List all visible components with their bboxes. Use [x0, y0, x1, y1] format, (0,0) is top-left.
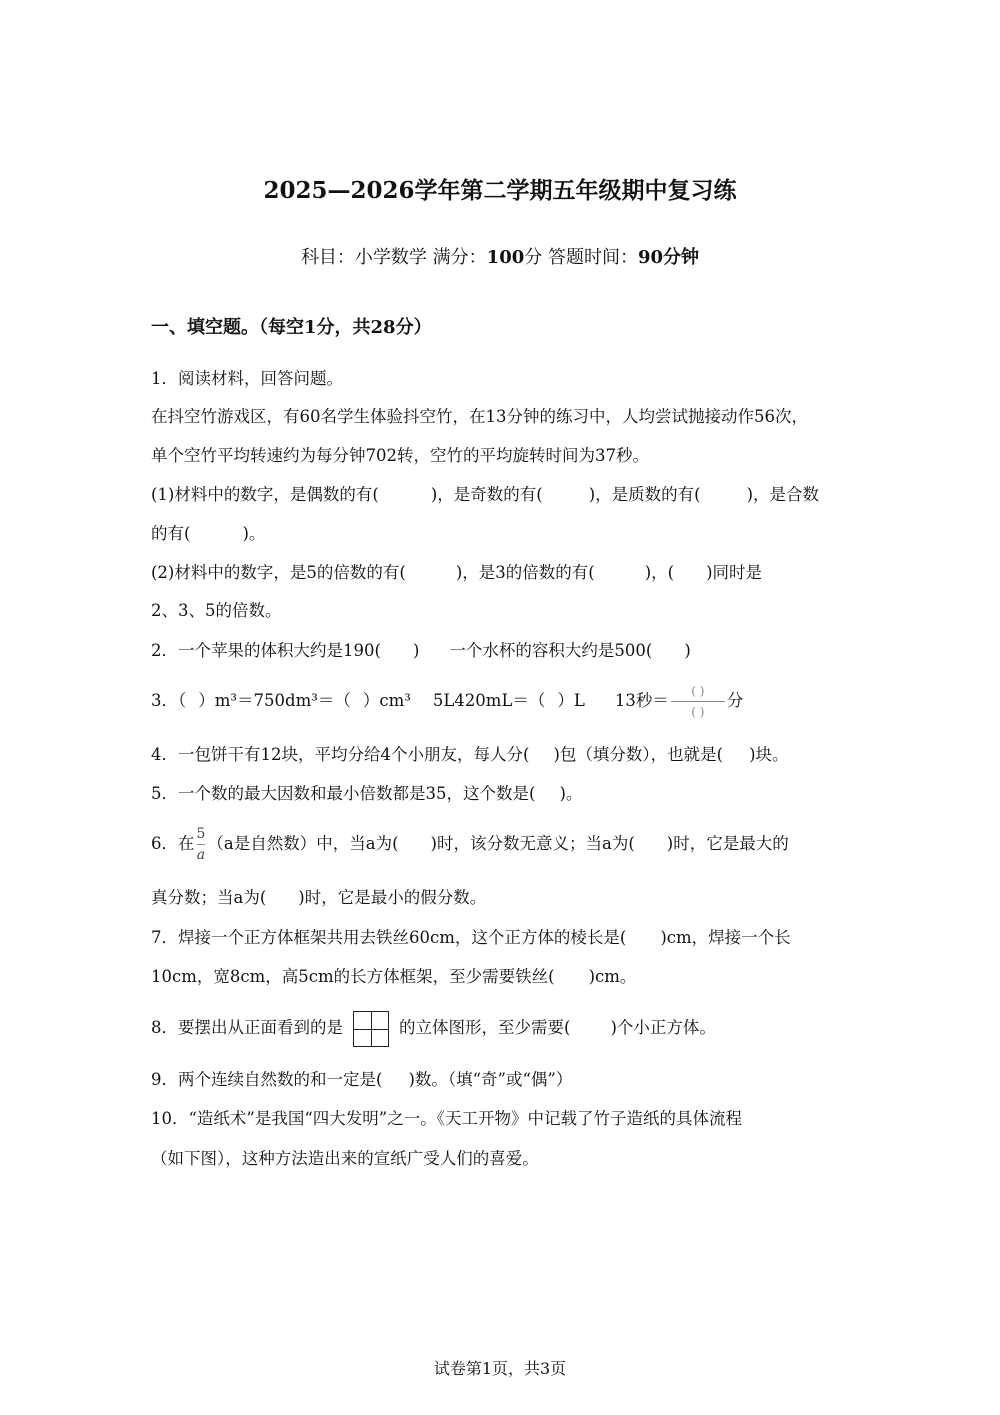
section-heading-fill-blank: 一、填空题。（每空1分，共28分）: [151, 317, 432, 338]
q9-line: 9．两个连续自然数的和一定是( )数。（填“奇”或“偶”）: [151, 1070, 573, 1089]
q5-line: 5．一个数的最大因数和最小倍数都是35，这个数是( )。: [151, 784, 583, 803]
q1-sub1-line-1: (1)材料中的数字，是偶数的有( )，是奇数的有( )，是质数的有( )，是合数: [151, 485, 819, 504]
q7-line-1: 7．焊接一个正方体框架共用去铁丝60cm，这个正方体的棱长是( )cm，焊接一个长: [151, 928, 791, 947]
q1-stem: 1．阅读材料，回答问题。: [151, 369, 343, 388]
q7-line-2: 10cm，宽8cm，高5cm的长方体框架，至少需要铁丝( )cm。: [151, 967, 637, 986]
q3-fraction-blank: $\frac{( )}{( )}$: [671, 681, 725, 722]
q6-fraction-5-over-a: $\frac{5}{a}$: [196, 826, 206, 863]
q1-sub2-line-1: (2)材料中的数字，是5的倍数的有( )，是3的倍数的有( )，( )同时是: [151, 563, 762, 582]
q10-line-2: （如下图），这种方法造出来的宣纸广受人们的喜爱。: [151, 1149, 539, 1168]
q1-sub1-line-2: 的有( )。: [151, 524, 266, 543]
page-footer: 试卷第1页，共3页: [433, 1359, 567, 1378]
exam-info-time-label: 分 答题时间：: [524, 247, 638, 268]
q6-line-1: 6．在 $\frac{5}{a}$ （a是自然数）中，当a为( )时，该分数无意义；当a为( )时，它是最大的: [151, 826, 789, 863]
q2-line: 2．一个苹果的体积大约是190( ) 一个水杯的容积大约是500( ): [151, 641, 691, 660]
q4-line: 4．一包饼干有12块，平均分给4个小朋友，每人分( )包（填分数），也就是( )块。: [151, 745, 789, 764]
q10-line-1: 10．“造纸术”是我国“四大发明”之一。《天工开物》中记载了竹子造纸的具体流程: [151, 1109, 742, 1128]
front-view-grid-icon: [353, 1011, 389, 1047]
q1-material-line-1: 在抖空竹游戏区，有60名学生体验抖空竹，在13分钟的练习中，人均尝试抛接动作56次，: [151, 407, 808, 426]
exam-info-score: 100: [486, 247, 525, 268]
q8-line: 8．要摆出从正面看到的是 的立体图形，至少需要( )个小正方体。: [151, 1007, 716, 1049]
q1-sub2-line-2: 2、3、5的倍数。: [151, 601, 282, 620]
exam-info-time: 90分钟: [637, 247, 700, 268]
q1-material-line-2: 单个空竹平均转速约为每分钟702转，空竹的平均旋转时间为37秒。: [151, 446, 649, 465]
exam-info-subject: 科目：小学数学 满分：: [300, 247, 487, 268]
q3-line: 3．（ ）m³＝750dm³＝（ ）cm³ 5L420mL＝（ ）L 13秒＝ $\frac{( )}{( )}$ 分: [151, 678, 743, 724]
exam-info: [0, 243, 1000, 269]
q6-line-2: 真分数；当a为( )时，它是最小的假分数。: [151, 888, 487, 907]
page-title: 2025—2026学年第二学期五年级期中复习练: [263, 177, 737, 204]
